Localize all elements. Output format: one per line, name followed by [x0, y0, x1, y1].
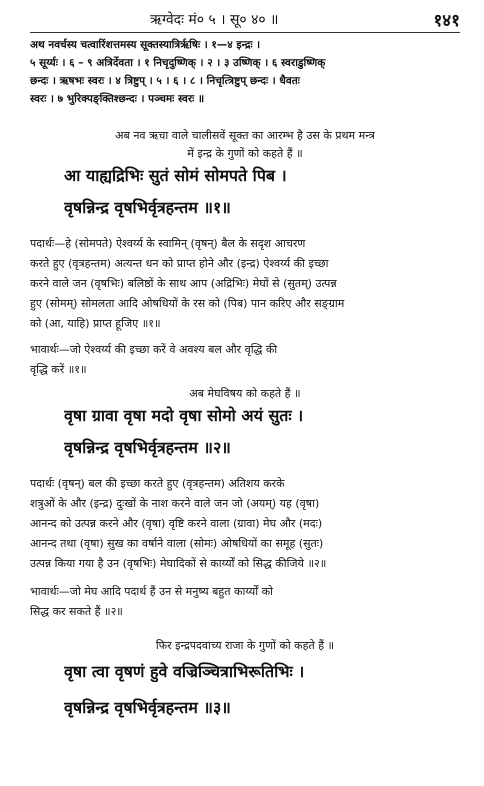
meta-line: स्वरः । ७ भुरिक्पङ्क्तिश्छन्दः । पञ्चमः स्वरः ॥ [30, 93, 205, 105]
padartha-line: आनन्द को उत्पन्न करने और (वृषा) वृष्टि करने वाला (ग्रावा) मेघ और (मदः) [30, 517, 323, 530]
running-title: ऋग्वेदः मं० ५ । सू० ४० ॥ [150, 12, 279, 28]
padartha-line: पदार्थः—हे (सोमपते) ऐश्वर्य्य के स्वामिन् (वृषन्) बैल के सदृश आचरण [30, 237, 306, 250]
bhavartha-line: वृद्धि करें ॥१॥ [30, 363, 87, 376]
padartha-line: शत्रुओं के और (इन्द्र) दुःखों के नाश करने वाले जन जो (अयम्) यह (वृषा) [30, 497, 320, 510]
meta-line: अथ नवर्चस्य चत्वारिंशत्तमस्य सूक्तस्यात्रिर्ऋषिः । १—४ इन्द्रः । [30, 39, 261, 51]
mantra-line: वृषन्निन्द्र वृषभिर्वृत्रहन्तम ॥१॥ [64, 198, 231, 217]
intro-line: अब नव ऋचा वाले चालीसवें सूक्त का आरम्भ है उस के प्रथम मन्त्र [115, 129, 375, 142]
padartha-line: उत्पन्न किया गया है उन (वृषभिः) मेघादिकों से कार्य्यों को सिद्ध कीजिये ॥२॥ [30, 557, 327, 570]
bhavartha-line: भावार्थः—जो मेघ आदि पदार्थ हैं उन से मनुष्य बहुत कार्य्यों को [30, 585, 273, 598]
page-number: १४१ [433, 11, 460, 31]
padartha-line: को (आ, याहि) प्राप्त हूजिए ॥१॥ [30, 317, 161, 330]
padartha-line: पदार्थः (वृषन्) बल की इच्छा करते हुए (वृत्रहन्तम) अतिशय करके [30, 477, 285, 490]
bhavartha-line: भावार्थः—जो ऐश्वर्य्य की इच्छा करें वे अवश्य बल और वृद्धि की [30, 343, 278, 356]
padartha-line: हुए (सोमम्) सोमलता आदि ओषधियों के रस को (पिब) पान करिए और सङ्ग्राम [30, 297, 345, 310]
mantra-line: वृषन्निन्द्र वृषभिर्वृत्रहन्तम ॥३॥ [64, 698, 231, 717]
padartha-line: करते हुए (वृत्रहन्तम) अत्यन्त धन को प्राप्त होने और (इन्द्र) ऐश्वर्य्य की इच्छा [30, 257, 329, 270]
meta-line: छन्दः । ऋषभः स्वरः । ४ त्रिष्टुप् । ५ । ६ । ८ । निचृत्त्रिष्टुप् छन्दः । धैवतः [30, 75, 300, 87]
mantra-line: वृषा त्वा वृषणं हुवे वज्रिञ्चित्राभिरूतिभिः । [64, 662, 305, 681]
padartha-line: आनन्द तथा (वृषा) सुख का वर्षाने वाला (सोमः) ओषधियों का समूह (सुतः) [30, 537, 324, 550]
mantra-line: वृषन्निन्द्र वृषभिर्वृत्रहन्तम ॥२॥ [64, 438, 231, 457]
intro-line: में इन्द्र के गुणों को कहते हैं ॥ [187, 147, 303, 160]
bhavartha-line: सिद्ध कर सकते हैं ॥२॥ [30, 605, 123, 618]
intro-line: फिर इन्द्रपदवाच्य राजा के गुणों को कहते हैं ॥ [155, 639, 335, 652]
mantra-line: आ याह्यद्रिभिः सुतं सोमं सोमपते पिब । [64, 166, 287, 185]
page-header [30, 6, 460, 33]
intro-line: अब मेघविषय को कहते हैं ॥ [189, 387, 301, 400]
mantra-line: वृषा ग्रावा वृषा मदो वृषा सोमो अयं सुतः । [64, 406, 304, 425]
meta-line: ५ सूर्य्यः । ६ – ९ अत्रिर्देवता । १ निचृदुष्णिक् । २ । ३ उष्णिक् । ६ स्वराडुष्णिक् [30, 57, 326, 69]
padartha-line: करने वाले जन (वृषभिः) बलिष्ठों के साथ आप (अद्रिभिः) मेघों से (सुतम्) उत्पन्न [30, 277, 337, 290]
